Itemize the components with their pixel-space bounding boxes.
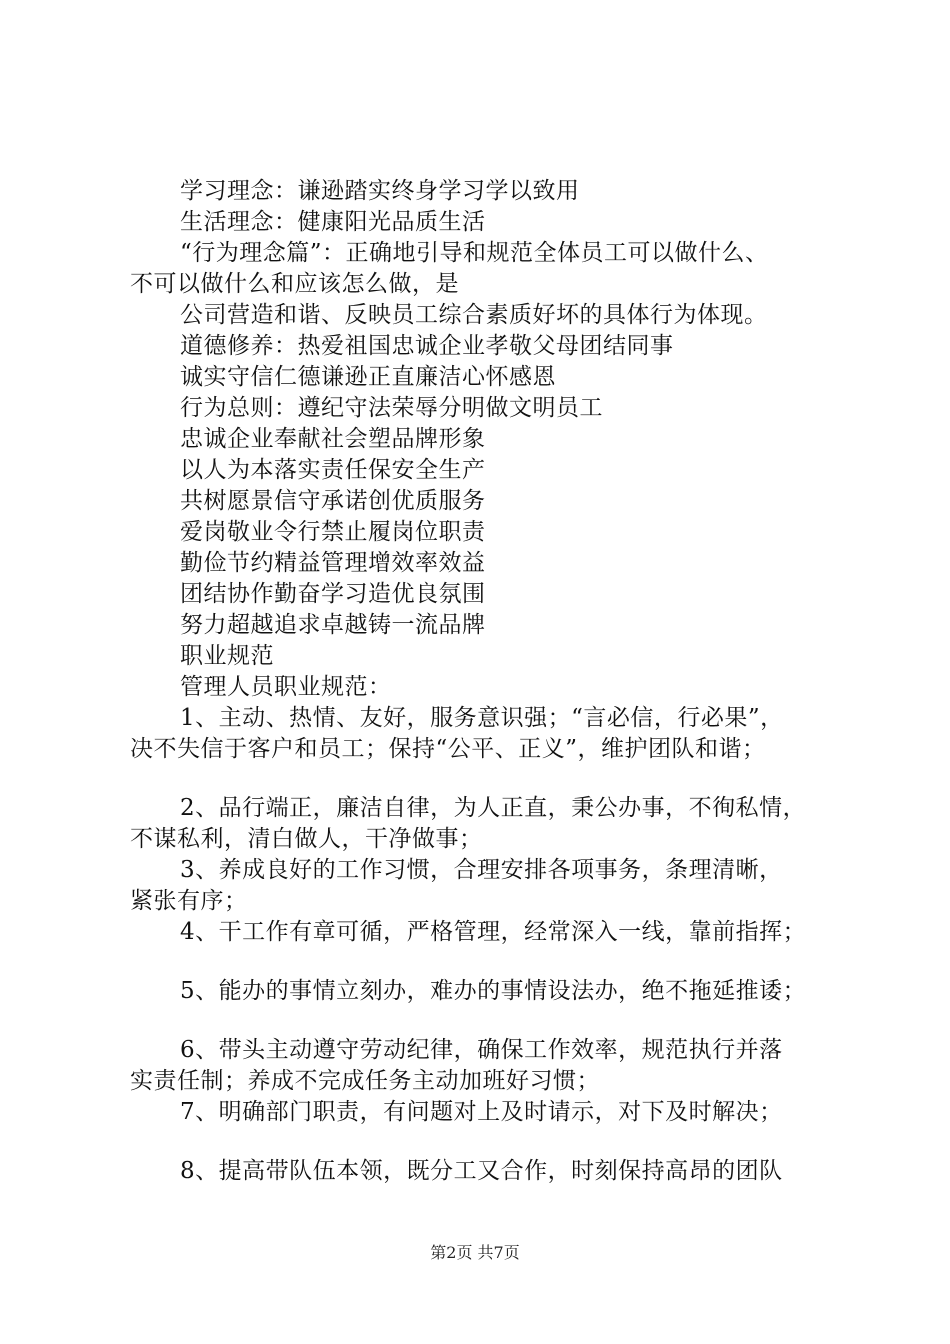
text-line: 7、明确部门职责，有问题对上及时请示，对下及时解决；: [180, 1099, 783, 1125]
text-line: 决不失信于客户和员工；保持“公平、正义”，维护团队和谐；: [130, 736, 766, 762]
text-line: 诚实守信仁德谦逊正直廉洁心怀感恩: [180, 364, 556, 390]
text-line: 学习理念：谦逊踏实终身学习学以致用: [180, 178, 580, 204]
text-line: 努力超越追求卓越铸一流品牌: [180, 612, 486, 638]
text-line: 团结协作勤奋学习造优良氛围: [180, 581, 486, 607]
text-line: 以人为本落实责任保安全生产: [180, 457, 486, 483]
text-line: 生活理念：健康阳光品质生活: [180, 209, 486, 235]
text-line: 2、品行端正，廉洁自律，为人正直，秉公办事，不徇私情，: [180, 795, 807, 821]
text-line: 行为总则：遵纪守法荣辱分明做文明员工: [180, 395, 603, 421]
text-line: 3、养成良好的工作习惯，合理安排各项事务，条理清晰，: [180, 857, 783, 883]
text-line: 1、主动、热情、友好，服务意识强；“言必信，行必果”，: [180, 705, 784, 731]
text-line: 公司营造和谐、反映员工综合素质好坏的具体行为体现。: [180, 302, 768, 328]
text-line: 忠诚企业奉献社会塑品牌形象: [180, 426, 486, 452]
text-line: 职业规范: [180, 643, 274, 669]
page-number-footer: 第2页 共7页: [430, 1243, 520, 1262]
text-line: 6、带头主动遵守劳动纪律，确保工作效率，规范执行并落: [180, 1037, 783, 1063]
text-line: 共树愿景信守承诺创优质服务: [180, 488, 486, 514]
text-line: 不谋私利，清白做人，干净做事；: [130, 826, 483, 852]
text-line: 5、能办的事情立刻办，难办的事情设法办，绝不拖延推诿；: [180, 978, 807, 1004]
text-line: 8、提高带队伍本领，既分工又合作，时刻保持高昂的团队: [180, 1158, 783, 1184]
text-line: “行为理念篇”：正确地引导和规范全体员工可以做什么、: [180, 240, 769, 266]
text-line: 管理人员职业规范：: [180, 674, 392, 700]
text-line: 勤俭节约精益管理增效率效益: [180, 550, 486, 576]
text-line: 紧张有序；: [130, 888, 248, 914]
text-line: 爱岗敬业令行禁止履岗位职责: [180, 519, 486, 545]
text-line: 4、干工作有章可循，严格管理，经常深入一线，靠前指挥；: [180, 919, 807, 945]
text-line: 实责任制；养成不完成任务主动加班好习惯；: [130, 1068, 600, 1094]
text-line: 不可以做什么和应该怎么做，是: [130, 271, 459, 297]
text-line: 道德修养：热爱祖国忠诚企业孝敬父母团结同事: [180, 333, 674, 359]
